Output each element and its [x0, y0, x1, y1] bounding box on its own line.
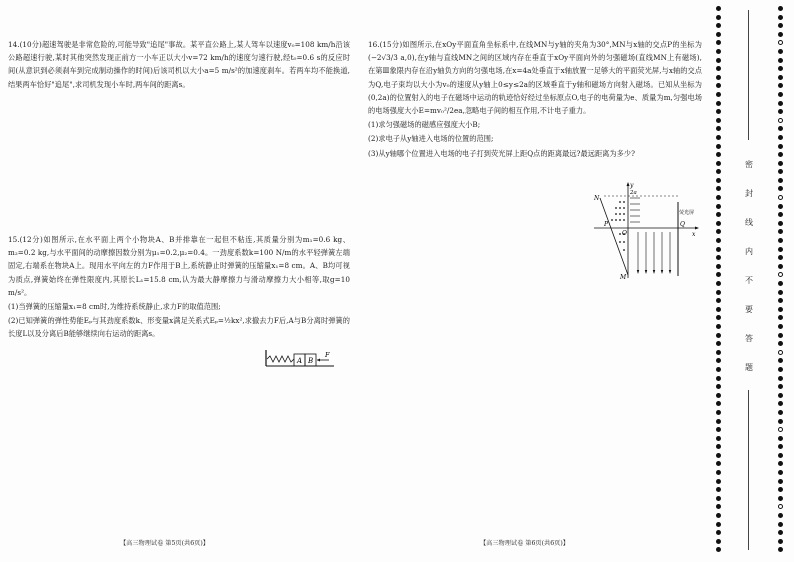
- binding-hole: [778, 444, 783, 449]
- binding-hole: [778, 547, 783, 552]
- binding-hole: [716, 204, 721, 209]
- binding-hole: [716, 436, 721, 441]
- binding-hole: [716, 290, 721, 295]
- label-P: P: [604, 221, 609, 228]
- binding-hole: [778, 341, 783, 346]
- label-screen: 荧光屏: [679, 210, 695, 216]
- page-footer-left: 【高三物理试卷 第5页(共6页)】: [120, 540, 209, 547]
- binding-hole: [778, 6, 783, 11]
- label-2a: 2a: [630, 190, 637, 196]
- seal-char: 线: [745, 218, 753, 227]
- binding-hole: [778, 32, 783, 37]
- binding-hole: [778, 496, 783, 501]
- binding-hole: [716, 135, 721, 140]
- binding-hole: [716, 221, 721, 226]
- binding-hole: [778, 307, 783, 312]
- binding-line-bottom: [748, 390, 749, 550]
- binding-hole: [716, 58, 721, 63]
- binding-hole: [716, 92, 721, 97]
- binding-hole: [778, 75, 783, 80]
- binding-hole: [778, 126, 783, 131]
- binding-hole: [778, 358, 783, 363]
- label-O: O: [622, 230, 627, 237]
- binding-hole: [716, 427, 721, 432]
- binding-hole: [778, 401, 783, 406]
- binding-hole: [716, 513, 721, 518]
- binding-hole: [778, 461, 783, 466]
- binding-hole: [716, 178, 721, 183]
- binding-hole: [778, 298, 783, 303]
- binding-hole: [778, 66, 783, 71]
- binding-hole: [716, 444, 721, 449]
- binding-hole: [716, 272, 721, 277]
- binding-hole: [716, 461, 721, 466]
- seal-char: 不: [745, 276, 753, 285]
- seal-notice: [738, 150, 760, 382]
- binding-hole: [778, 479, 783, 484]
- binding-hole: [716, 298, 721, 303]
- binding-hole: [716, 144, 721, 149]
- binding-hole: [716, 393, 721, 398]
- question-16-sub3: (3)从y轴哪个位置进入电场的电子打到荧光屏上距Q点的距离最远?最远距离为多少?: [368, 148, 636, 158]
- question-15: [8, 233, 350, 341]
- binding-hole: [778, 290, 783, 295]
- label-B: B: [308, 357, 314, 365]
- question-16-sub1: (1)求匀强磁场的磁感应强度大小B;: [368, 120, 481, 130]
- binding-hole: [778, 393, 783, 398]
- binding-hole: [716, 75, 721, 80]
- binding-hole: [778, 530, 783, 535]
- binding-hole: [778, 92, 783, 97]
- binding-hole: [716, 324, 721, 329]
- binding-hole: [778, 238, 783, 243]
- binding-hole: [778, 109, 783, 114]
- binding-hole: [716, 350, 721, 355]
- binding-hole: [778, 229, 783, 234]
- question-15-sub1: (1)当弹簧的压缩量x₁=8 cm时,为维持系统静止,求力F的取值范围;: [8, 302, 221, 312]
- binding-hole: [716, 212, 721, 217]
- binding-hole: [778, 427, 783, 432]
- binding-hole: [716, 315, 721, 320]
- binding-hole: [778, 195, 783, 200]
- binding-hole: [778, 83, 783, 88]
- binding-holes-right: [778, 6, 784, 556]
- question-15-sub2: (2)已知弹簧的弹性势能Eₚ与其劲度系数k、形变量x满足关系式Eₚ=½kx²,求撤去力F后,A与B分离时弹簧的长度L以及分离后B能够继续向右运动的距离s。: [8, 316, 350, 339]
- binding-hole: [716, 49, 721, 54]
- binding-hole: [778, 186, 783, 191]
- label-M: M: [620, 274, 627, 280]
- binding-hole: [716, 522, 721, 527]
- seal-char: 内: [745, 247, 753, 256]
- binding-holes-left: [716, 6, 722, 556]
- binding-hole: [716, 255, 721, 260]
- binding-hole: [778, 204, 783, 209]
- question-16-sub2: (2)求电子从y轴进入电场的位置的范围;: [368, 134, 494, 144]
- binding-hole: [778, 161, 783, 166]
- binding-hole: [778, 272, 783, 277]
- binding-hole: [716, 358, 721, 363]
- binding-line-top: [748, 10, 749, 140]
- binding-hole: [716, 40, 721, 45]
- label-y: y: [630, 182, 634, 189]
- binding-hole: [716, 247, 721, 252]
- binding-hole: [716, 169, 721, 174]
- seal-char: 封: [745, 189, 753, 198]
- binding-hole: [778, 221, 783, 226]
- binding-hole: [778, 152, 783, 157]
- binding-hole: [778, 367, 783, 372]
- binding-hole: [778, 212, 783, 217]
- binding-hole: [778, 281, 783, 286]
- seal-char: 密: [745, 160, 753, 169]
- page-footer-right: 【高三物理试卷 第6页(共6页)】: [480, 540, 569, 547]
- binding-hole: [716, 453, 721, 458]
- question-14-text: 14.(10分)超速驾驶是非常危险的,可能导致"追尾"事故。某平直公路上,某人驾车以速度v₀=108 km/h沿该公路超速行驶,某时其他突然发现正前方一小车正以大小v=72 km/h的速度匀速行驶,经t₀=0.6 s的反应时间(从意识到必须刹车到完成制动操作的时间)后该司机以大小a=5 m/s²的加速度刹车。若两车均不能换道,结果两车恰好"追尾",求司机发现小车时,两车间的距离s。: [8, 40, 350, 89]
- binding-hole: [778, 419, 783, 424]
- binding-hole: [778, 255, 783, 260]
- binding-hole: [716, 264, 721, 269]
- binding-hole: [778, 436, 783, 441]
- binding-hole: [778, 315, 783, 320]
- binding-margin: [708, 0, 794, 562]
- binding-hole: [778, 23, 783, 28]
- binding-hole: [778, 118, 783, 123]
- binding-hole: [716, 419, 721, 424]
- binding-hole: [716, 367, 721, 372]
- binding-hole: [778, 522, 783, 527]
- binding-hole: [716, 101, 721, 106]
- seal-char: 题: [745, 363, 753, 372]
- binding-hole: [716, 186, 721, 191]
- binding-hole: [716, 479, 721, 484]
- binding-hole: [778, 376, 783, 381]
- binding-hole: [778, 487, 783, 492]
- binding-hole: [778, 40, 783, 45]
- binding-hole: [716, 307, 721, 312]
- binding-hole: [716, 281, 721, 286]
- binding-hole: [778, 135, 783, 140]
- binding-hole: [716, 376, 721, 381]
- binding-hole: [778, 504, 783, 509]
- binding-hole: [778, 144, 783, 149]
- binding-hole: [716, 66, 721, 71]
- binding-hole: [716, 496, 721, 501]
- question-16: [368, 38, 702, 160]
- magnetic-field-diagram: [590, 180, 700, 280]
- binding-hole: [778, 49, 783, 54]
- binding-hole: [716, 15, 721, 20]
- binding-hole: [716, 410, 721, 415]
- binding-hole: [716, 547, 721, 552]
- binding-hole: [716, 195, 721, 200]
- label-F: F: [325, 351, 330, 359]
- binding-hole: [716, 470, 721, 475]
- binding-hole: [716, 118, 721, 123]
- binding-hole: [716, 32, 721, 37]
- seal-char: 要: [745, 305, 753, 314]
- binding-hole: [716, 238, 721, 243]
- binding-hole: [778, 333, 783, 338]
- binding-hole: [716, 504, 721, 509]
- binding-hole: [716, 333, 721, 338]
- binding-hole: [716, 161, 721, 166]
- binding-hole: [778, 384, 783, 389]
- binding-hole: [716, 384, 721, 389]
- binding-hole: [778, 350, 783, 355]
- binding-hole: [778, 453, 783, 458]
- binding-hole: [716, 401, 721, 406]
- binding-hole: [778, 15, 783, 20]
- binding-hole: [778, 247, 783, 252]
- binding-hole: [716, 530, 721, 535]
- label-x: x: [692, 231, 696, 238]
- label-Q: Q: [680, 221, 685, 228]
- seal-char: 答: [745, 334, 753, 343]
- binding-hole: [716, 109, 721, 114]
- binding-hole: [778, 169, 783, 174]
- binding-hole: [778, 101, 783, 106]
- binding-hole: [778, 513, 783, 518]
- binding-hole: [778, 410, 783, 415]
- binding-hole: [778, 539, 783, 544]
- binding-hole: [716, 341, 721, 346]
- binding-hole: [778, 470, 783, 475]
- binding-hole: [778, 324, 783, 329]
- binding-hole: [716, 152, 721, 157]
- binding-hole: [716, 6, 721, 11]
- binding-hole: [716, 23, 721, 28]
- binding-hole: [778, 178, 783, 183]
- binding-hole: [716, 83, 721, 88]
- binding-hole: [716, 539, 721, 544]
- binding-hole: [778, 264, 783, 269]
- label-A: A: [297, 357, 303, 365]
- binding-hole: [716, 487, 721, 492]
- binding-hole: [716, 229, 721, 234]
- label-N: N: [594, 195, 600, 202]
- binding-hole: [778, 58, 783, 63]
- question-15-text: 15.(12分)如图所示,在水平面上两个小物块A、B并排靠在一起但不粘连,其质量分别为m₁=0.6 kg、m₂=0.2 kg,与水平面间的动摩擦因数分别为μ₁=0.2,μ₂=0.4。一劲度系数k=100 N/m的水平轻弹簧左端固定,右端系在物块A上。现用水平向左的力F作用于B上,系统静止时弹簧的压缩量x₁=8 cm。A、B均可视为质点,弹簧始终在弹性限度内,其原长L₁=15.8 cm,认为最大静摩擦力与滑动摩擦力大小相等,取g=10 m/s²。: [8, 235, 350, 297]
- question-16-text: 16.(15分)如图所示,在xOy平面直角坐标系中,在线MN与y轴的夹角为30°,MN与x轴的交点P的坐标为(−2√3/3 a,0),在y轴与直线MN之间的区域内存在垂直于xOy平面向外的匀强磁场(直线MN上有磁场),在第Ⅲ象限内存在沿y轴负方向的匀强电场,在x=4a处垂直于x轴放置一足够大的平面荧光屏,与x轴的交点为Q,电子束均以大小为v₀的速度从y轴上0≤y≤2a的区域垂直于y轴和磁场方向射入磁场。已知从坐标为(0,2a)的位置射入的电子在磁场中运动的轨迹恰好经过坐标原点O,电子的电荷量为e、质量为m,匀强电场的电场强度大小E=mv₀²/2ea,忽略电子间的相互作用,不计电子重力。: [368, 40, 702, 116]
- question-14: [8, 38, 350, 91]
- spring-block-figure: [265, 348, 335, 368]
- binding-hole: [716, 126, 721, 131]
